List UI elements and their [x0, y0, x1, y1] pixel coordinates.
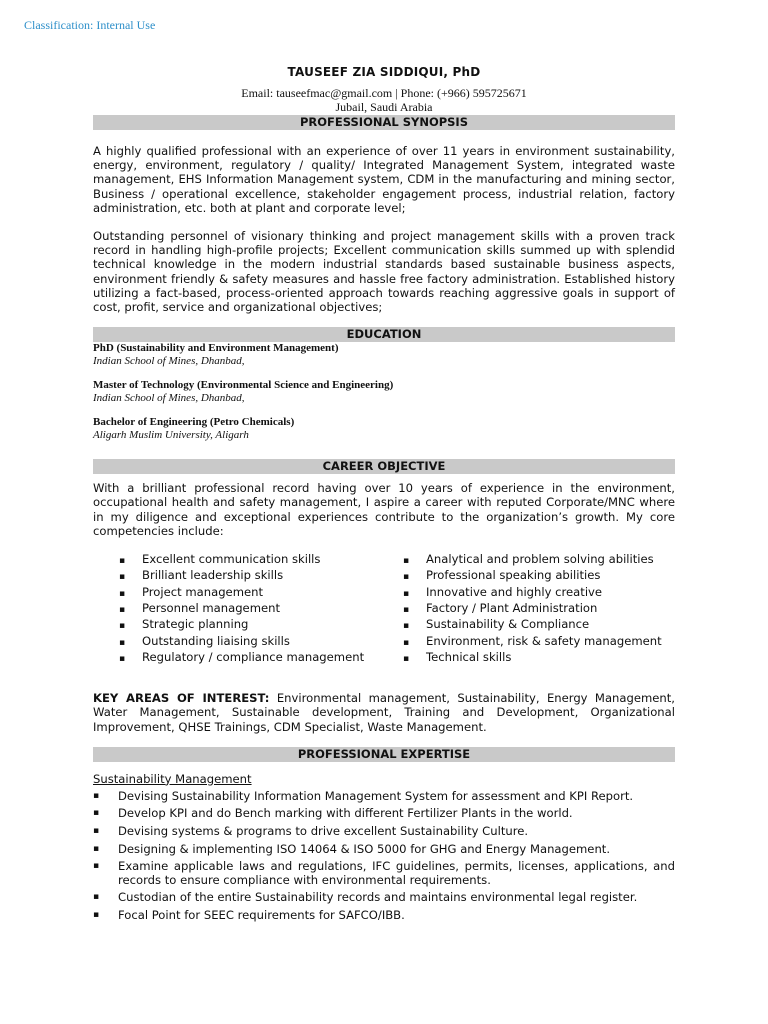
- section-header-education: EDUCATION: [93, 327, 675, 342]
- section-header-professional-expertise: PROFESSIONAL EXPERTISE: [93, 747, 675, 762]
- expertise-list: [93, 790, 675, 923]
- competency-item: ▪ Regulatory / compliance management: [119, 650, 403, 666]
- bullet-icon: ▪: [403, 653, 410, 664]
- competency-item: ▪ Environment, risk & safety management: [403, 634, 662, 650]
- education-degree: PhD (Sustainability and Environment Management): [93, 342, 339, 355]
- bullet-icon: ▪: [119, 604, 126, 615]
- bullet-icon: ▪: [119, 572, 126, 583]
- bullet-icon: ▪: [403, 588, 410, 599]
- competency-item: ▪ Project management: [119, 585, 403, 601]
- subsection-heading-sustainability: Sustainability Management: [93, 771, 252, 786]
- expertise-item: ▪ Devising Sustainability Information Management System for assessment and KPI Report.: [93, 788, 634, 803]
- classification-label: Classification: Internal Use: [24, 18, 156, 32]
- bullet-icon: ▪: [403, 572, 410, 583]
- education-degree: Bachelor of Engineering (Petro Chemicals): [93, 416, 295, 429]
- expertise-item: ▪ Devising systems & programs to drive excellent Sustainability Culture.: [93, 823, 529, 838]
- competency-item: ▪ Strategic planning: [119, 617, 403, 633]
- competency-item: ▪ Brilliant leadership skills: [119, 568, 403, 584]
- education-school: Indian School of Mines, Dhanbad,: [93, 355, 245, 368]
- education-school: Aligarh Muslim University, Aligarh: [93, 429, 249, 442]
- competencies-left-column: [93, 552, 403, 666]
- resume-page: [93, 64, 675, 926]
- bullet-icon: ▪: [403, 604, 410, 615]
- key-areas-of-interest: [93, 691, 675, 734]
- competency-item: ▪ Personnel management: [119, 601, 403, 617]
- key-areas-text: Environmental management, Sustainability, Energy Management, Water Management, Sustainable development, Training and Development, Organizational Improvement, QHSE Trainings, CDM Specialist, Waste Management.: [93, 691, 675, 734]
- location-line: Jubail, Saudi Arabia: [335, 100, 433, 114]
- section-header-synopsis: PROFESSIONAL SYNOPSIS: [93, 115, 675, 130]
- candidate-name: TAUSEEF ZIA SIDDIQUI, PhD: [287, 65, 481, 79]
- key-areas-label: KEY AREAS OF INTEREST:: [93, 691, 270, 706]
- expertise-item: ▪ Custodian of the entire Sustainability records and maintains environmental legal register.: [93, 890, 638, 905]
- bullet-icon: ▪: [119, 637, 126, 648]
- core-competencies: [93, 552, 675, 666]
- bullet-icon: ▪: [93, 892, 100, 903]
- bullet-icon: ▪: [93, 825, 100, 836]
- competency-item: ▪ Technical skills: [403, 650, 662, 666]
- bullet-icon: ▪: [93, 861, 100, 872]
- education-degree: Master of Technology (Environmental Science and Engineering): [93, 379, 394, 392]
- contact-line: Email: tauseefmac@gmail.com | Phone: (+966) 595725671: [241, 86, 527, 100]
- synopsis-paragraph-2: Outstanding personnel of visionary thinking and project management skills with a proven track record in handling high-profile projects; Excellent communication skills summed up with splendid technical knowledge in the modern industrial standards based sustainable business aspects, environment friendly & safety measures and hassle free factory administration. Established history utilizing a fact-based, process-oriented approach towards reaching aggressive goals in support of cost, profit, service and organizational objectives;: [93, 229, 675, 315]
- education-school: Indian School of Mines, Dhanbad,: [93, 392, 245, 405]
- bullet-icon: ▪: [403, 556, 410, 567]
- bullet-icon: ▪: [119, 556, 126, 567]
- expertise-item: ▪ Develop KPI and do Bench marking with different Fertilizer Plants in the world.: [93, 806, 573, 821]
- education-entry: [93, 416, 675, 442]
- competency-item: ▪ Sustainability & Compliance: [403, 617, 662, 633]
- education-entry: [93, 342, 675, 368]
- competency-item: ▪ Outstanding liaising skills: [119, 634, 403, 650]
- expertise-item: ▪ Examine applicable laws and regulations, IFC guidelines, permits, licenses, applications, and records to ensure compliance with environmental requirements.: [93, 859, 675, 887]
- bullet-icon: ▪: [93, 909, 100, 920]
- section-header-career-objective: CAREER OBJECTIVE: [93, 459, 675, 474]
- synopsis-paragraph-1: A highly qualified professional with an experience of over 11 years in environment sustainability, energy, environment, regulatory / quality/ Integrated Management System, integrated waste management, EHS Information Management system, CDM in the manufacturing and mining sector, Business / operational excellence, stakeholder engagement process, industrial relation, factory administration, etc. both at plant and corporate level;: [93, 144, 675, 215]
- bullet-icon: ▪: [119, 653, 126, 664]
- bullet-icon: ▪: [93, 808, 100, 819]
- competency-item: ▪ Innovative and highly creative: [403, 585, 662, 601]
- expertise-item: ▪ Designing & implementing ISO 14064 & ISO 5000 for GHG and Energy Management.: [93, 841, 611, 856]
- education-entry: [93, 379, 675, 405]
- career-objective-paragraph: With a brilliant professional record having over 10 years of experience in the environment, occupational health and safety management, I aspire a career with reputed Corporate/MNC where in my diligence and exceptional experiences contribute to the organization’s growth. My core competencies include:: [93, 481, 675, 538]
- competency-item: ▪ Factory / Plant Administration: [403, 601, 662, 617]
- competencies-right-column: [403, 552, 662, 666]
- expertise-item: ▪ Focal Point for SEEC requirements for SAFCO/IBB.: [93, 907, 405, 922]
- bullet-icon: ▪: [403, 621, 410, 632]
- competency-item: ▪ Professional speaking abilities: [403, 568, 662, 584]
- bullet-icon: ▪: [119, 588, 126, 599]
- competency-item: ▪ Excellent communication skills: [119, 552, 403, 568]
- competency-item: ▪ Analytical and problem solving abilities: [403, 552, 662, 568]
- bullet-icon: ▪: [403, 637, 410, 648]
- bullet-icon: ▪: [93, 790, 100, 801]
- bullet-icon: ▪: [93, 843, 100, 854]
- bullet-icon: ▪: [119, 621, 126, 632]
